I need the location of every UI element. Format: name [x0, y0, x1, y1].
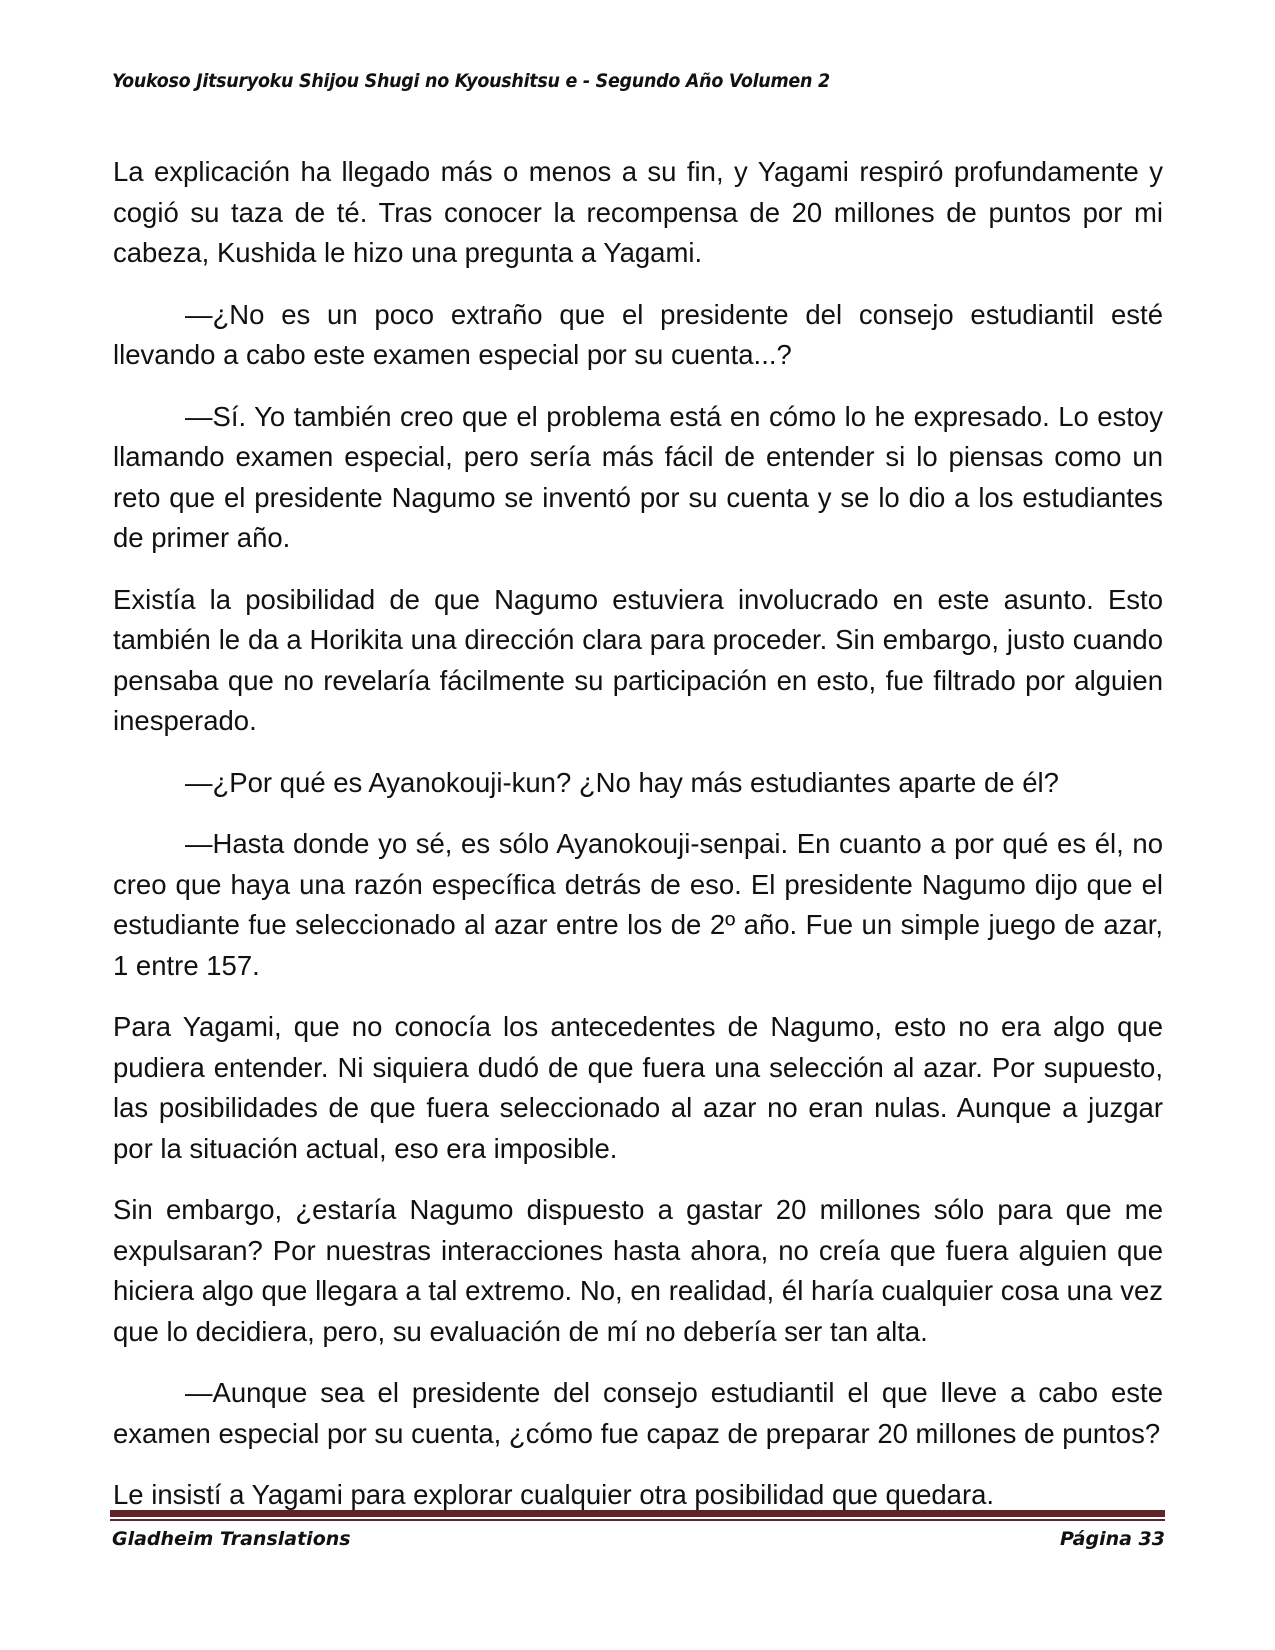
dialogue-paragraph: —¿No es un poco extraño que el presidente del consejo estudiantil esté llevando a cabo este examen especial por su cuenta...? [113, 298, 1163, 370]
footer-divider-thin [110, 1519, 1165, 1521]
paragraph: Para Yagami, que no conocía los antecedentes de Nagumo, esto no era algo que pudiera entender. Ni siquiera dudó de que fuera una selección al azar. Por supuesto, las posibilidades de que fuera seleccionado al azar no eran nulas. Aunque a juzgar por la situación actual, eso era imposible. [113, 1011, 1163, 1164]
page-number: Página 33 [1059, 1528, 1165, 1550]
paragraph: Le insistí a Yagami para explorar cualquier otra posibilidad que quedara. [113, 1479, 995, 1510]
running-footer [112, 1528, 1165, 1550]
running-header: Youkoso Jitsuryoku Shijou Shugi no Kyoushitsu e - Segundo Año Volumen 2 [112, 70, 830, 92]
body-text [113, 152, 1163, 1537]
dialogue-paragraph: —Aunque sea el presidente del consejo estudiantil el que lleve a cabo este examen especial por su cuenta, ¿cómo fue capaz de preparar 20 millones de puntos? [113, 1377, 1163, 1449]
dialogue-paragraph: —¿Por qué es Ayanokouji-kun? ¿No hay más estudiantes aparte de él? [185, 766, 1059, 798]
footer-publisher: Gladheim Translations [112, 1528, 351, 1550]
paragraph: La explicación ha llegado más o menos a su fin, y Yagami respiró profundamente y cogió su taza de té. Tras conocer la recompensa de 20 millones de puntos por mi cabeza, Kushida le hizo una pregunta a Yagami. [113, 156, 1163, 268]
footer-divider-thick [110, 1510, 1165, 1517]
footer-divider [110, 1510, 1165, 1521]
paragraph: Existía la posibilidad de que Nagumo estuviera involucrado en este asunto. Esto también le da a Horikita una dirección clara para proceder. Sin embargo, justo cuando pensaba que no revelaría fácilmente su participación en esto, fue filtrado por alguien inesperado. [113, 583, 1163, 736]
paragraph: Sin embargo, ¿estaría Nagumo dispuesto a gastar 20 millones sólo para que me expulsaran? Por nuestras interacciones hasta ahora, no creía que fuera alguien que hiciera algo que llegara a tal extremo. No, en realidad, él haría cualquier cosa una vez que lo decidiera, pero, su evaluación de mí no debería ser tan alta. [113, 1194, 1163, 1347]
dialogue-paragraph: —Hasta donde yo sé, es sólo Ayanokouji-senpai. En cuanto a por qué es él, no creo que haya una razón específica detrás de eso. El presidente Nagumo dijo que el estudiante fue seleccionado al azar entre los de 2º año. Fue un simple juego de azar, 1 entre 157. [113, 828, 1163, 981]
dialogue-paragraph: —Sí. Yo también creo que el problema está en cómo lo he expresado. Lo estoy llamando examen especial, pero sería más fácil de entender si lo piensas como un reto que el presidente Nagumo se inventó por su cuenta y se lo dio a los estudiantes de primer año. [113, 400, 1163, 553]
